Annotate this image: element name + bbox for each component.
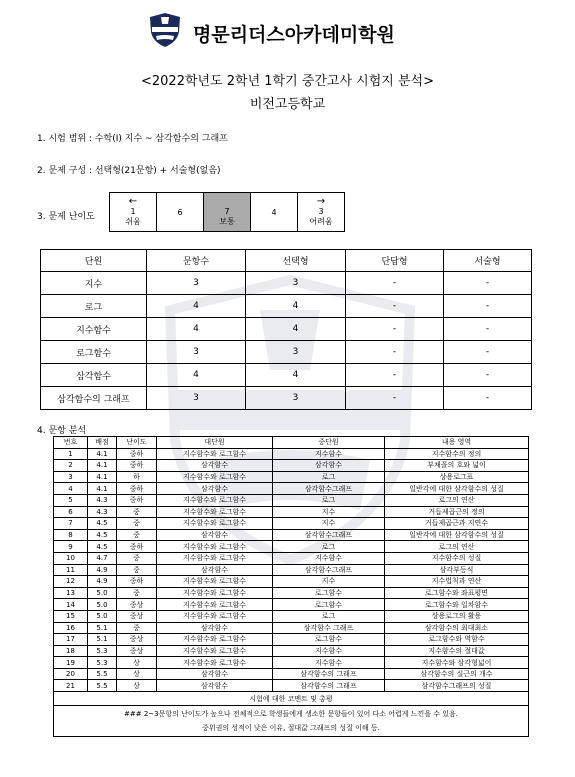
units-cell: 4 xyxy=(147,364,246,387)
units-cell: 3 xyxy=(147,341,246,364)
analysis-cell: 삼각함수그래프 xyxy=(273,529,385,541)
analysis-cell: 중 xyxy=(117,506,157,518)
analysis-cell: 삼각함수그래프 xyxy=(273,483,385,495)
analysis-row xyxy=(54,529,529,541)
analysis-cell: 일반각에 대한 삼각함수의 성질 xyxy=(385,483,529,495)
analysis-cell: 지수함수와 로그함수 xyxy=(157,541,273,553)
analysis-cell: 중하 xyxy=(117,494,157,506)
exam-title: <2022학년도 2학년 1학기 중간고사 시험지 분석> xyxy=(140,74,434,89)
units-cell: 4 xyxy=(147,318,246,341)
analysis-cell: 상 xyxy=(117,680,157,692)
analysis-row xyxy=(54,471,529,483)
analysis-cell: 상용로그의 활용 xyxy=(385,610,529,622)
analysis-cell: 4.7 xyxy=(88,552,117,564)
analysis-cell: 5.5 xyxy=(88,668,117,680)
units-table xyxy=(40,249,532,410)
analysis-cell: 삼각함수의 그래프 xyxy=(273,668,385,680)
analysis-cell: 로그의 연산 xyxy=(385,541,529,553)
analysis-cell: 9 xyxy=(54,541,88,553)
analysis-row xyxy=(54,564,529,576)
analysis-cell: 중하 xyxy=(117,448,157,460)
analysis-cell: 지수 xyxy=(273,518,385,530)
analysis-cell: 지수 xyxy=(273,576,385,588)
units-cell: 4 xyxy=(246,295,346,318)
units-cell: - xyxy=(444,272,532,295)
analysis-cell: 14 xyxy=(54,599,88,611)
analysis-cell: 중하 xyxy=(117,576,157,588)
analysis-cell: 상 xyxy=(117,668,157,680)
analysis-cell: 로그함수와 일차함수 xyxy=(385,599,529,611)
analysis-cell: 1 xyxy=(54,448,88,460)
analysis-cell: 6 xyxy=(54,506,88,518)
units-cell: - xyxy=(346,272,444,295)
units-cell: - xyxy=(346,295,444,318)
analysis-cell: 로그의 연산 xyxy=(385,494,529,506)
analysis-cell: 지수함수와 로그함수 xyxy=(157,634,273,646)
analysis-cell: 5.1 xyxy=(88,622,117,634)
analysis-cell: 삼각함수 xyxy=(157,529,273,541)
left-arrow-icon: ← xyxy=(128,196,138,207)
difficulty-scale xyxy=(109,192,345,232)
comment-title-row xyxy=(54,692,529,706)
units-row xyxy=(41,364,532,387)
analysis-cell: 4.3 xyxy=(88,494,117,506)
units-cell: 3 xyxy=(246,341,346,364)
analysis-cell: 삼각함수 xyxy=(157,564,273,576)
analysis-cell: 지수함수 xyxy=(273,657,385,669)
units-cell: 3 xyxy=(246,272,346,295)
analysis-row xyxy=(54,552,529,564)
analysis-table xyxy=(53,436,529,737)
analysis-row xyxy=(54,634,529,646)
analysis-cell: 삼각함수의 그래프 xyxy=(273,680,385,692)
analysis-cell: 중상 xyxy=(117,645,157,657)
units-cell: - xyxy=(444,318,532,341)
analysis-cell: 16 xyxy=(54,622,88,634)
difficulty-level-1: ← 1 쉬움 xyxy=(110,193,157,232)
analysis-row xyxy=(54,460,529,472)
analysis-cell: 2 xyxy=(54,460,88,472)
units-cell: 3 xyxy=(246,387,346,410)
analysis-cell: 지수함수와 로그함수 xyxy=(157,471,273,483)
analysis-cell: 5.0 xyxy=(88,599,117,611)
analysis-cell: 삼각함수그래프 xyxy=(273,564,385,576)
analysis-cell: 부채꼴의 호와 넓이 xyxy=(385,460,529,472)
units-row xyxy=(41,318,532,341)
analysis-cell: 4.5 xyxy=(88,541,117,553)
comment-line-1: ### 2~3문항의 난이도가 높으나 전체적으로 학생들에게 생소한 문항들이 있어 다소 어렵게 느낀을 수 있음. xyxy=(124,710,458,719)
analysis-cell: 중 xyxy=(117,529,157,541)
analysis-cell: 로그 xyxy=(273,610,385,622)
exam-scope: 1. 시험 범위 : 수학(I) 지수 ~ 삼각함수의 그래프 xyxy=(37,134,228,144)
units-cell: 로그함수 xyxy=(41,341,147,364)
analysis-cell: 13 xyxy=(54,587,88,599)
analysis-cell: 삼각함수의 실근의 개수 xyxy=(385,668,529,680)
units-cell: 로그 xyxy=(41,295,147,318)
analysis-cell: 4.9 xyxy=(88,564,117,576)
analysis-cell: 중 xyxy=(117,518,157,530)
analysis-cell: 삼각부등식 xyxy=(385,564,529,576)
school-name: 비전고등학교 xyxy=(249,97,326,112)
analysis-cell: 지수함수 xyxy=(273,552,385,564)
normal-label: 보통 xyxy=(219,216,235,226)
analysis-row xyxy=(54,494,529,506)
analysis-cell: 삼각함수 xyxy=(157,483,273,495)
analysis-row xyxy=(54,518,529,530)
units-row xyxy=(41,272,532,295)
analysis-cell: 지수함수와 로그함수 xyxy=(157,552,273,564)
analysis-cell: 지수함수와 로그함수 xyxy=(157,657,273,669)
exam-composition: 2. 문제 구성 : 선택형(21문항) + 서술형(없음) xyxy=(37,166,221,176)
analysis-cell: 지수 xyxy=(273,506,385,518)
analysis-row xyxy=(54,657,529,669)
analysis-cell: 삼각함수의 최대최소 xyxy=(385,622,529,634)
analysis-cell: 거듭제곱근과 지연수 xyxy=(385,518,529,530)
analysis-cell: 중 xyxy=(117,587,157,599)
units-cell: 4 xyxy=(147,295,246,318)
difficulty-label: 3. 문제 난이도 xyxy=(37,212,95,222)
analysis-cell: 상용로그표 xyxy=(385,471,529,483)
analysis-cell: 11 xyxy=(54,564,88,576)
analysis-cell: 20 xyxy=(54,668,88,680)
analysis-cell: 4 xyxy=(54,483,88,495)
analysis-cell: 삼각함수 xyxy=(157,668,273,680)
difficulty-level-5: → 3 어려움 xyxy=(298,193,345,232)
analysis-row xyxy=(54,506,529,518)
analysis-row xyxy=(54,645,529,657)
analysis-cell: 중하 xyxy=(117,483,157,495)
analysis-row xyxy=(54,599,529,611)
analysis-cell: 5.3 xyxy=(88,645,117,657)
analysis-cell: 12 xyxy=(54,576,88,588)
analysis-cell: 지수함수와 로그함수 xyxy=(157,494,273,506)
analysis-row xyxy=(54,668,529,680)
analysis-cell: 5.0 xyxy=(88,610,117,622)
analysis-cell: 지수함수의 정의 xyxy=(385,448,529,460)
comment-body-row xyxy=(54,706,529,737)
analysis-cell: 5.5 xyxy=(88,680,117,692)
easy-label: 쉬움 xyxy=(125,217,141,226)
analysis-cell: 로그 xyxy=(273,541,385,553)
analysis-cell: 로그함수와 좌표평면 xyxy=(385,587,529,599)
analysis-cell: 8 xyxy=(54,529,88,541)
analysis-cell: 5 xyxy=(54,494,88,506)
units-cell: 지수함수 xyxy=(41,318,147,341)
analysis-cell: 중 xyxy=(117,552,157,564)
analysis-cell: 4.1 xyxy=(88,471,117,483)
analysis-section-label: 4. 문항 분석 xyxy=(37,426,87,436)
units-cell: - xyxy=(346,318,444,341)
hard-label: 어려움 xyxy=(309,217,333,226)
analysis-cell: 로그 xyxy=(273,471,385,483)
units-header-row: 단원 문항수 선택형 단답형 서술형 xyxy=(41,250,532,272)
analysis-cell: 4.3 xyxy=(88,506,117,518)
analysis-cell: 15 xyxy=(54,610,88,622)
analysis-cell: 지수함수와 로그함수 xyxy=(157,448,273,460)
analysis-cell: 하 xyxy=(117,471,157,483)
units-cell: - xyxy=(444,364,532,387)
analysis-row xyxy=(54,483,529,495)
analysis-cell: 18 xyxy=(54,645,88,657)
analysis-cell: 로그함수와 역함수 xyxy=(385,634,529,646)
analysis-cell: 지수함수와 로그함수 xyxy=(157,645,273,657)
analysis-cell: 중상 xyxy=(117,599,157,611)
analysis-cell: 거듭제곱근의 정의 xyxy=(385,506,529,518)
analysis-row xyxy=(54,587,529,599)
analysis-row xyxy=(54,622,529,634)
analysis-cell: 5.3 xyxy=(88,657,117,669)
analysis-cell: 중 xyxy=(117,564,157,576)
analysis-cell: 21 xyxy=(54,680,88,692)
analysis-cell: 지수법칙과 연산 xyxy=(385,576,529,588)
analysis-cell: 3 xyxy=(54,471,88,483)
analysis-header-row: 번호 배점 난이도 대단원 중단원 내용 영역 xyxy=(54,437,529,449)
units-cell: 3 xyxy=(147,272,246,295)
analysis-cell: 4.9 xyxy=(88,576,117,588)
analysis-cell: 지수함수 xyxy=(273,448,385,460)
analysis-cell: 7 xyxy=(54,518,88,530)
units-row xyxy=(41,341,532,364)
analysis-cell: 4.1 xyxy=(88,483,117,495)
units-cell: 4 xyxy=(246,364,346,387)
analysis-row xyxy=(54,541,529,553)
analysis-cell: 삼각함수 xyxy=(273,460,385,472)
analysis-cell: 5.1 xyxy=(88,634,117,646)
analysis-cell: 일반각에 대한 삼각함수의 성질 xyxy=(385,529,529,541)
analysis-cell: 지수함수와 삼각형넓이 xyxy=(385,657,529,669)
analysis-cell: 4.5 xyxy=(88,518,117,530)
analysis-cell: 삼각함수 그래프 xyxy=(273,622,385,634)
analysis-row xyxy=(54,576,529,588)
analysis-cell: 로그함수 xyxy=(273,634,385,646)
right-arrow-icon: → xyxy=(316,196,326,207)
comment-title: 시험에 대한 코멘트 및 총평 xyxy=(54,692,529,706)
analysis-cell: 지수함수와 로그함수 xyxy=(157,599,273,611)
units-cell: 지수 xyxy=(41,272,147,295)
analysis-row xyxy=(54,680,529,692)
analysis-cell: 지수함수와 로그함수 xyxy=(157,518,273,530)
analysis-cell: 4.1 xyxy=(88,448,117,460)
analysis-row xyxy=(54,610,529,622)
analysis-cell: 중 xyxy=(117,622,157,634)
analysis-cell: 로그함수 xyxy=(273,587,385,599)
academy-logo-icon xyxy=(148,12,182,48)
analysis-cell: 지수함수의 절대값 xyxy=(385,645,529,657)
units-cell: - xyxy=(444,387,532,410)
analysis-cell: 지수함수와 로그함수 xyxy=(157,506,273,518)
analysis-cell: 지수함수 xyxy=(273,645,385,657)
analysis-cell: 중하 xyxy=(117,460,157,472)
units-row xyxy=(41,387,532,410)
units-cell: 삼각함수의 그래프 xyxy=(41,387,147,410)
analysis-cell: 중상 xyxy=(117,610,157,622)
difficulty-level-3: 7 보통 xyxy=(204,193,251,232)
analysis-cell: 삼각함수 xyxy=(157,460,273,472)
analysis-cell: 로그함수 xyxy=(273,599,385,611)
academy-name: 명문리더스아카데미학원 xyxy=(193,24,395,46)
analysis-cell: 상 xyxy=(117,657,157,669)
analysis-cell: 4.5 xyxy=(88,529,117,541)
analysis-cell: 10 xyxy=(54,552,88,564)
analysis-cell: 삼각함수그래프의 성질 xyxy=(385,680,529,692)
units-cell: - xyxy=(346,341,444,364)
analysis-row xyxy=(54,448,529,460)
units-cell: - xyxy=(444,341,532,364)
analysis-cell: 19 xyxy=(54,657,88,669)
difficulty-level-2: 6 xyxy=(157,193,204,232)
analysis-cell: 중상 xyxy=(117,634,157,646)
analysis-cell: 지수함수의 성질 xyxy=(385,552,529,564)
difficulty-level-4: 4 xyxy=(251,193,298,232)
units-row xyxy=(41,295,532,318)
units-cell: - xyxy=(346,387,444,410)
units-cell: 3 xyxy=(147,387,246,410)
units-cell: 4 xyxy=(246,318,346,341)
units-cell: 삼각함수 xyxy=(41,364,147,387)
analysis-cell: 삼각함수 xyxy=(157,680,273,692)
analysis-cell: 삼각함수 xyxy=(157,622,273,634)
comment-line-2: 중위권의 성적이 낮은 이유, 절대값 그래프의 성질 이해 등. xyxy=(202,724,380,733)
analysis-cell: 4.1 xyxy=(88,460,117,472)
analysis-cell: 17 xyxy=(54,634,88,646)
analysis-cell: 지수함수와 로그함수 xyxy=(157,576,273,588)
analysis-cell: 5.0 xyxy=(88,587,117,599)
analysis-cell: 지수함수와 로그함수 xyxy=(157,610,273,622)
analysis-cell: 중하 xyxy=(117,541,157,553)
analysis-cell: 로그 xyxy=(273,494,385,506)
units-cell: - xyxy=(346,364,444,387)
analysis-cell: 지수함수와 로그함수 xyxy=(157,587,273,599)
units-cell: - xyxy=(444,295,532,318)
